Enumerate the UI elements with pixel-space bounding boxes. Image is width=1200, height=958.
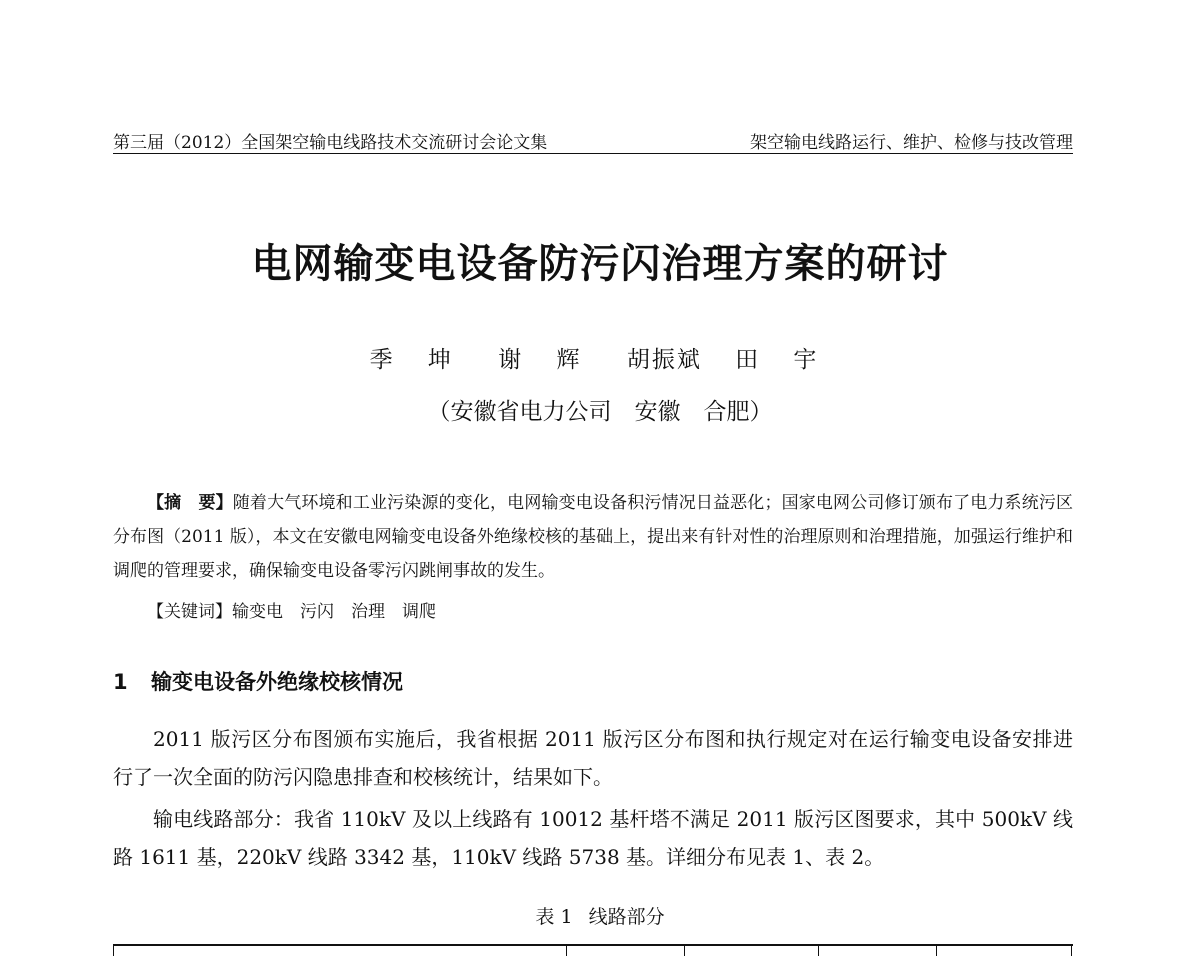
section-number: 1 xyxy=(113,670,128,694)
table-top-border xyxy=(113,944,1073,958)
paper-title: 电网输变电设备防污闪治理方案的研讨 xyxy=(251,241,949,287)
author-list xyxy=(0,341,1200,374)
author-name: 谢 辉 xyxy=(498,347,594,373)
table-caption-text: 线路部分 xyxy=(588,906,665,928)
running-header-left: 第三届（2012）全国架空输电线路技术交流研讨会论文集 xyxy=(113,133,548,153)
header-rule xyxy=(113,153,1073,154)
keywords-text: 输变电 污闪 治理 调爬 xyxy=(232,602,436,622)
author-name: 胡振斌 xyxy=(626,347,702,373)
abstract-text: 随着大气环境和工业污染源的变化，电网输变电设备积污情况日益恶化；国家电网公司修订颁布了电力系统污区分布图（2011 版），本文在安徽电网输变电设备外绝缘校核的基础上，提出来有针对性的治理原则和治理措施，加强运行维护和调爬的管理要求，确保输变电设备零污闪跳闸事故的发生。 xyxy=(113,493,1074,581)
body-paragraph: 输电线路部分：我省 110kV 及以上线路有 10012 基杆塔不满足 2011 版污区图要求，其中 500kV 线路 1611 基，220kV 线路 3342 基，110kV 线路 5738 基。详细分布见表 1、表 2。 xyxy=(113,807,1073,869)
author-name: 季 坤 xyxy=(369,347,465,373)
affiliation: （安徽省电力公司 安徽 合肥） xyxy=(427,399,773,425)
table-caption xyxy=(0,902,1200,929)
section-title: 输变电设备外绝缘校核情况 xyxy=(151,670,403,694)
table-number: 表 1 xyxy=(535,906,573,928)
table-column-line xyxy=(113,944,114,956)
abstract-label: 【摘 要】 xyxy=(147,493,233,513)
table-column-line xyxy=(1071,944,1072,956)
table-column-line xyxy=(684,944,685,956)
table-column-line xyxy=(936,944,937,956)
table-column-line xyxy=(818,944,819,956)
table-column-line xyxy=(566,944,567,956)
body-paragraph: 2011 版污区分布图颁布实施后，我省根据 2011 版污区分布图和执行规定对在运行输变电设备安排进行了一次全面的防污闪隐患排查和校核统计，结果如下。 xyxy=(113,727,1073,789)
keywords xyxy=(113,595,1073,629)
author-name: 田 宇 xyxy=(735,347,831,373)
abstract xyxy=(113,486,1073,588)
section-heading xyxy=(113,666,403,696)
running-header-right: 架空输电线路运行、维护、检修与技改管理 xyxy=(750,133,1073,153)
keywords-label: 【关键词】 xyxy=(147,602,232,622)
